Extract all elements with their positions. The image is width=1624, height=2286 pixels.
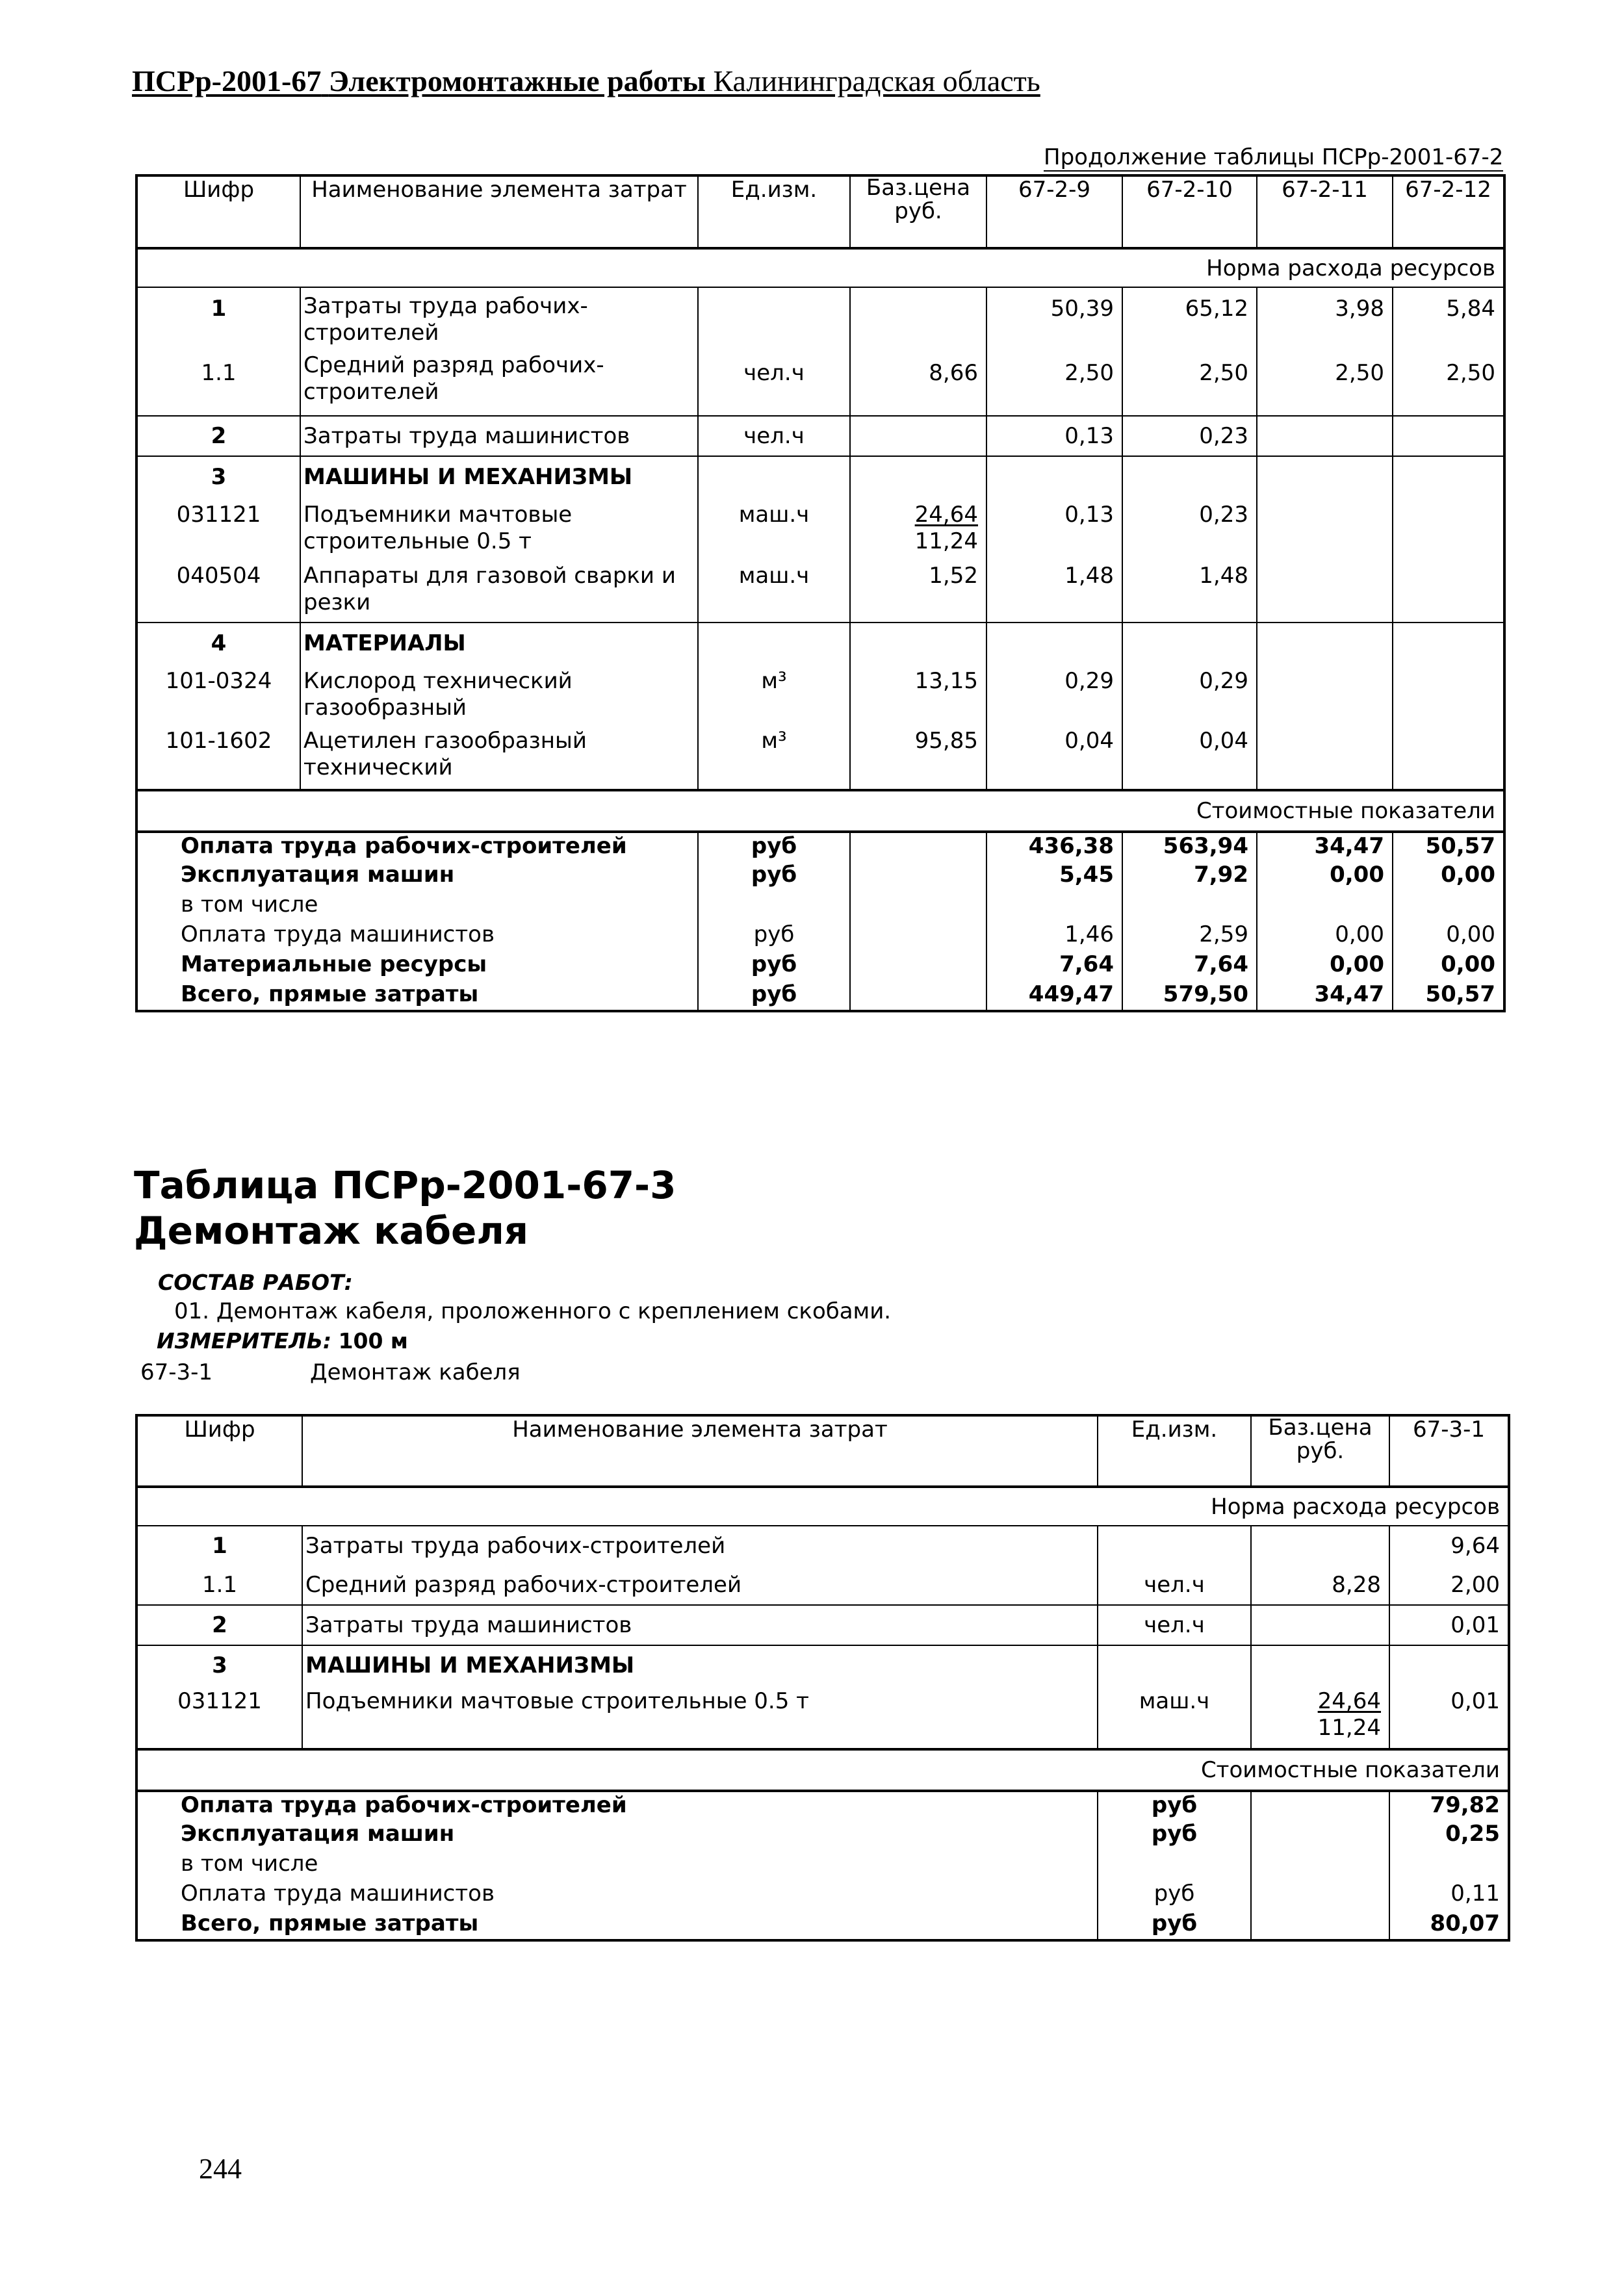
row-value [1257,563,1393,623]
summary-row [136,1791,1509,1821]
row-unit: маш.ч [698,563,850,623]
row-price-block [850,496,986,563]
summary-row [136,892,1504,921]
row-value: 0,01 [1389,1684,1509,1749]
row-name: МАТЕРИАЛЫ [300,623,698,663]
header-region: Калининградская область [713,64,1040,97]
summary-name: Эксплуатация машин [181,1821,455,1847]
row-unit: чел.ч [698,416,850,456]
row-value: 2,00 [1389,1565,1509,1605]
table-row [136,1526,1509,1565]
norm-label-row [136,248,1504,287]
summary-name: Всего, прямые затраты [181,981,479,1007]
row-price-block [1251,1684,1389,1749]
row-code: 3 [136,456,300,496]
summary-value: 79,82 [1389,1791,1509,1821]
cost-label: Стоимостные показатели [136,790,1504,832]
row-code: 101-0324 [165,668,272,694]
summary-value: 0,00 [1393,862,1504,892]
header-code: ПСРр-2001-67 [132,64,322,97]
resource-table-67-3 [135,1414,1510,1942]
summary-row [136,1881,1509,1910]
summary-name: Всего, прямые затраты [181,1910,479,1936]
header-section: Электромонтажные работы [328,64,706,97]
summary-unit [698,892,850,921]
row-value: 0,29 [986,663,1122,728]
summary-value: 0,00 [1257,921,1393,951]
page-number: 244 [199,2153,242,2185]
row-value: 0,01 [1389,1605,1509,1645]
summary-value: 449,47 [986,981,1122,1011]
summary-value: 50,57 [1393,981,1504,1011]
summary-value: 5,45 [986,862,1122,892]
row-unit: чел.ч [1098,1565,1251,1605]
col-header: Наименование элемента затрат [302,1415,1098,1487]
col-header: Шифр [184,1417,255,1443]
summary-name: Эксплуатация машин [181,862,455,888]
row-unit: чел.ч [1098,1605,1251,1645]
row-price: 13,15 [850,663,986,728]
row-value: 0,13 [986,416,1122,456]
col-header: 67-2-12 [1393,175,1504,248]
meter-label: ИЗМЕРИТЕЛЬ: [157,1328,332,1354]
summary-unit: руб [1098,1821,1251,1851]
section-subtitle: Демонтаж кабеля [134,1209,529,1253]
cost-label-row [136,1749,1509,1791]
table-header-row [136,175,1504,248]
col-header: 67-2-9 [986,175,1122,248]
section-row [136,1645,1509,1684]
summary-value: 2,59 [1122,921,1257,951]
summary-unit: руб [1098,1881,1251,1910]
summary-row [136,951,1504,981]
table-row [136,352,1504,416]
row-name: Затраты труда рабочих-строителей [300,287,698,352]
summary-row [136,921,1504,951]
summary-value: 0,00 [1393,951,1504,981]
table-continuation-label: Продолжение таблицы ПСРр-2001-67-2 [1044,144,1504,170]
summary-value: 0,00 [1393,921,1504,951]
page-header [132,64,1040,98]
summary-name: Оплата труда машинистов [181,921,495,947]
row-code: 1.1 [201,360,237,386]
row-value: 1,48 [986,563,1122,623]
row-code: 031121 [176,502,261,528]
col-header: Ед.изм. [1098,1415,1251,1487]
row-price [1251,1605,1389,1645]
row-value: 3,98 [1257,287,1393,352]
row-value: 2,50 [1393,352,1504,416]
meter-line [157,1328,408,1354]
summary-unit: руб [1098,1791,1251,1821]
summary-unit: руб [698,921,850,951]
table-row [136,1684,1509,1749]
row-name: Средний разряд рабочих-строителей [300,352,698,416]
summary-name: в том числе [181,1851,318,1877]
row-value: 5,84 [1393,287,1504,352]
row-value [1393,496,1504,563]
summary-value: 0,00 [1257,862,1393,892]
summary-value: 579,50 [1122,981,1257,1011]
row-price: 24,64 [914,502,978,528]
item-code: 67-3-1 [140,1359,213,1385]
row-code: 2 [136,1605,302,1645]
row-code: 4 [136,623,300,663]
row-code: 040504 [176,563,261,589]
col-header: Ед.изм. [698,175,850,248]
row-name: Аппараты для газовой сварки и резки [300,563,698,623]
table-header-row [136,1415,1509,1487]
row-value: 2,50 [1257,352,1393,416]
row-value: 2,50 [1122,352,1257,416]
row-value: 0,13 [986,496,1122,563]
row-value: 0,23 [1122,416,1257,456]
composition-label: СОСТАВ РАБОТ: [158,1270,353,1295]
summary-name: Оплата труда машинистов [181,1881,495,1907]
summary-value: 7,92 [1122,862,1257,892]
col-header: 67-2-11 [1257,175,1393,248]
row-value [1257,496,1393,563]
section-title: Таблица ПСРр-2001-67-3 [134,1163,677,1207]
table-row [136,563,1504,623]
row-unit: м³ [698,663,850,728]
summary-value: 7,64 [986,951,1122,981]
summary-name: Оплата труда рабочих-строителей [136,832,698,862]
row-name: Затраты труда рабочих-строителей [302,1526,1098,1565]
norm-label: Норма расхода ресурсов [136,248,1504,287]
summary-name: в том числе [181,892,318,918]
row-price: 8,28 [1251,1565,1389,1605]
summary-row [136,1821,1509,1851]
row-unit: маш.ч [698,496,850,563]
row-price [850,416,986,456]
norm-label-row [136,1487,1509,1526]
row-price-alt: 11,24 [1317,1714,1381,1741]
summary-unit: руб [1098,1910,1251,1940]
row-name: МАШИНЫ И МЕХАНИЗМЫ [302,1645,1098,1684]
summary-row [136,862,1504,892]
resource-table-67-2 [135,174,1506,1012]
table-row [136,1565,1509,1605]
col-header: Шифр [183,177,255,203]
summary-value [1393,892,1504,921]
summary-value: 80,07 [1389,1910,1509,1940]
summary-value: 0,25 [1389,1821,1509,1851]
summary-unit [1098,1851,1251,1881]
row-code: 2 [136,416,300,456]
summary-value: 1,46 [986,921,1122,951]
row-name: Затраты труда машинистов [300,416,698,456]
row-value: 2,50 [986,352,1122,416]
summary-value: 0,00 [1257,951,1393,981]
summary-value: 0,11 [1389,1881,1509,1910]
row-price: 1,52 [850,563,986,623]
row-value [1257,663,1393,728]
row-unit: м³ [698,728,850,790]
row-value: 0,04 [986,728,1122,790]
row-value: 50,39 [986,287,1122,352]
row-value [1257,416,1393,456]
summary-unit: руб [698,951,850,981]
row-value: 0,04 [1122,728,1257,790]
table-row [136,1605,1509,1645]
summary-row [136,1910,1509,1940]
row-price: 8,66 [850,352,986,416]
summary-unit: руб [698,862,850,892]
row-name: Средний разряд рабочих-строителей [302,1565,1098,1605]
row-name: Подъемники мачтовые строительные 0.5 т [300,496,698,563]
row-value [1393,728,1504,790]
summary-value: 436,38 [986,832,1122,862]
section-row [136,456,1504,496]
row-code: 1 [136,1526,302,1565]
meter-value: 100 м [338,1328,408,1354]
summary-unit: руб [698,981,850,1011]
work-item: 01. Демонтаж кабеля, проложенного с креплением скобами. [174,1298,892,1324]
row-price [850,287,986,352]
row-unit [698,287,850,352]
summary-name: Материальные ресурсы [181,951,487,977]
row-name: МАШИНЫ И МЕХАНИЗМЫ [300,456,698,496]
summary-value: 563,94 [1122,832,1257,862]
norm-label: Норма расхода ресурсов [136,1487,1509,1526]
table-row [136,496,1504,563]
summary-value: 34,47 [1257,981,1393,1011]
summary-row [136,981,1504,1011]
section-row [136,623,1504,663]
cost-label-row [136,790,1504,832]
row-value [1393,416,1504,456]
row-price [1251,1526,1389,1565]
col-header: Наименование элемента затрат [300,175,698,248]
row-value [1257,728,1393,790]
row-name: Подъемники мачтовые строительные 0.5 т [302,1684,1098,1749]
col-header: Баз.цена руб. [850,175,986,248]
row-price-alt: 11,24 [914,528,978,554]
row-unit: маш.ч [1098,1684,1251,1749]
col-header: Баз.цена руб. [1251,1415,1389,1487]
row-unit: чел.ч [698,352,850,416]
row-value [1393,663,1504,728]
col-header: 67-2-10 [1122,175,1257,248]
summary-name: Оплата труда рабочих-строителей [136,1791,1098,1821]
summary-value: 7,64 [1122,951,1257,981]
summary-value [1122,892,1257,921]
row-name: Кислород технический газообразный [300,663,698,728]
summary-row [136,832,1504,862]
summary-unit: руб [698,832,850,862]
table-row [136,728,1504,790]
row-value [1393,563,1504,623]
row-code: 1.1 [201,1571,238,1598]
row-price: 24,64 [1317,1688,1381,1714]
section-title-block [134,1163,677,1254]
row-value: 0,29 [1122,663,1257,728]
table-row [136,416,1504,456]
row-code: 3 [136,1645,302,1684]
row-value: 65,12 [1122,287,1257,352]
summary-value [1257,892,1393,921]
row-value: 1,48 [1122,563,1257,623]
summary-row [136,1851,1509,1881]
row-code: 1 [136,287,300,352]
col-header: 67-3-1 [1389,1415,1509,1487]
row-name: Ацетилен газообразный технический [300,728,698,790]
summary-value [986,892,1122,921]
row-code: 101-1602 [165,728,272,754]
summary-value [1389,1851,1509,1881]
summary-value: 34,47 [1257,832,1393,862]
table-row [136,287,1504,352]
row-unit [1098,1526,1251,1565]
table-row [136,663,1504,728]
item-name: Демонтаж кабеля [310,1359,521,1385]
row-name: Затраты труда машинистов [302,1605,1098,1645]
summary-value: 50,57 [1393,832,1504,862]
cost-label: Стоимостные показатели [136,1749,1509,1791]
row-value: 0,23 [1122,496,1257,563]
row-value: 9,64 [1389,1526,1509,1565]
row-code: 031121 [177,1688,262,1714]
row-price: 95,85 [850,728,986,790]
